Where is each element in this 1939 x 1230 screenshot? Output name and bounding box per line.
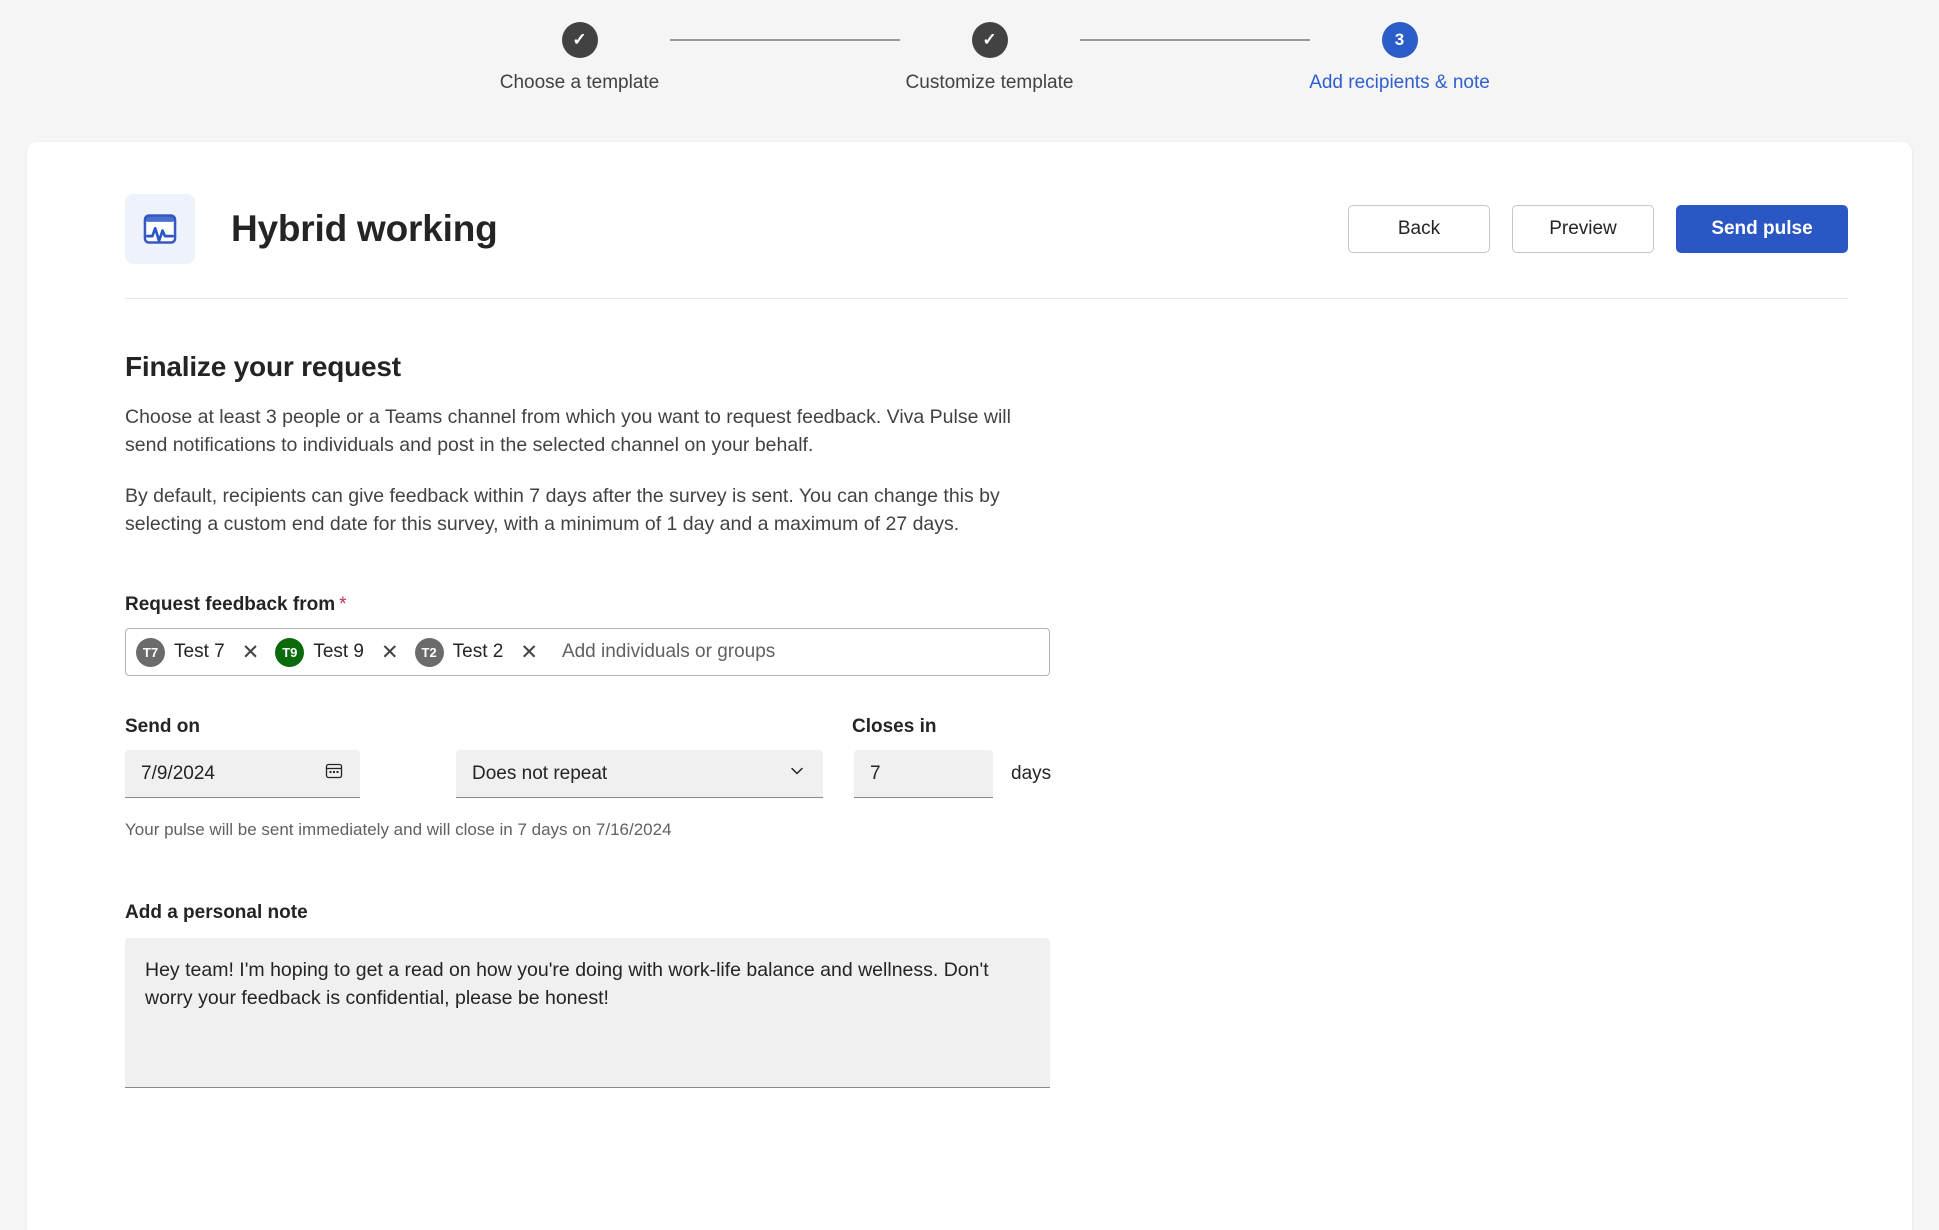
- pulse-activity-icon: [125, 194, 195, 264]
- schedule-row: [125, 750, 1848, 798]
- description-paragraph-1: Choose at least 3 people or a Teams channel from which you want to request feedback. Viva Pulse will send notifications to individuals and post in the selected channel on your behalf.: [125, 406, 1011, 457]
- recipient-name: Test 7: [174, 641, 225, 663]
- send-on-date-value: 7/9/2024: [141, 762, 215, 784]
- calendar-icon[interactable]: [324, 761, 344, 787]
- recipient-pill[interactable]: [273, 634, 408, 670]
- days-unit-label: days: [1011, 763, 1052, 785]
- required-asterisk: *: [339, 594, 347, 616]
- content-card: [27, 142, 1912, 1230]
- description-paragraph-2: By default, recipients can give feedback within 7 days after the survey is sent. You can change this by selecting a custom end date for this survey, with a minimum of 1 day and a maximum of 27 days.: [125, 484, 1000, 535]
- remove-recipient-icon[interactable]: ✕: [520, 640, 538, 664]
- schedule-labels: [125, 716, 1848, 738]
- avatar: T7: [136, 638, 165, 667]
- recipients-input[interactable]: [552, 632, 1041, 672]
- step-2-label: Customize template: [905, 72, 1074, 93]
- recipients-label: [125, 594, 1848, 616]
- recipient-name: Test 2: [452, 641, 504, 663]
- remove-recipient-icon[interactable]: ✕: [381, 640, 399, 664]
- recurrence-value: Does not repeat: [472, 762, 608, 784]
- send-pulse-button[interactable]: Send pulse: [1676, 205, 1848, 253]
- step-3-marker: 3: [1382, 22, 1418, 58]
- stepper-steps: [490, 22, 1490, 94]
- recipient-pill[interactable]: [413, 634, 548, 670]
- step-add-recipients-note[interactable]: [1310, 22, 1490, 94]
- send-on-label: Send on: [125, 716, 200, 738]
- avatar: T9: [275, 638, 304, 667]
- avatar: T2: [415, 638, 444, 667]
- card-header: [27, 142, 1912, 264]
- step-customize-template[interactable]: [900, 22, 1080, 94]
- step-2-marker: ✓: [972, 22, 1008, 58]
- send-on-date-input[interactable]: [125, 750, 360, 798]
- recurrence-dropdown[interactable]: [456, 750, 823, 798]
- recipient-pill[interactable]: [134, 634, 269, 670]
- remove-recipient-icon[interactable]: ✕: [241, 640, 260, 664]
- schedule-hint: Your pulse will be sent immediately and will close in 7 days on 7/16/2024: [125, 820, 672, 840]
- closes-in-value: 7: [870, 762, 881, 784]
- chevron-down-icon[interactable]: [787, 761, 807, 787]
- preview-button[interactable]: Preview: [1512, 205, 1654, 253]
- recipient-name: Test 9: [313, 641, 365, 663]
- page-title: Hybrid working: [231, 208, 498, 249]
- step-3-label: Add recipients & note: [1309, 72, 1490, 93]
- recipients-label-text: Request feedback from: [125, 594, 336, 616]
- personal-note-textarea[interactable]: [125, 938, 1050, 1088]
- recipients-people-picker[interactable]: [125, 628, 1050, 676]
- card-body: [27, 299, 1912, 1093]
- personal-note-label: Add a personal note: [125, 902, 308, 924]
- stepper-connector-1: [670, 39, 900, 41]
- step-1-label: Choose a template: [499, 72, 660, 93]
- header-actions: [1348, 205, 1848, 253]
- step-choose-a-template[interactable]: [490, 22, 670, 94]
- stepper-connector-2: [1080, 39, 1310, 41]
- closes-in-label: Closes in: [852, 716, 937, 738]
- back-button[interactable]: Back: [1348, 205, 1490, 253]
- section-title: Finalize your request: [125, 351, 401, 382]
- progress-stepper: [0, 0, 1939, 138]
- closes-in-input[interactable]: [854, 750, 993, 798]
- step-1-marker: ✓: [562, 22, 598, 58]
